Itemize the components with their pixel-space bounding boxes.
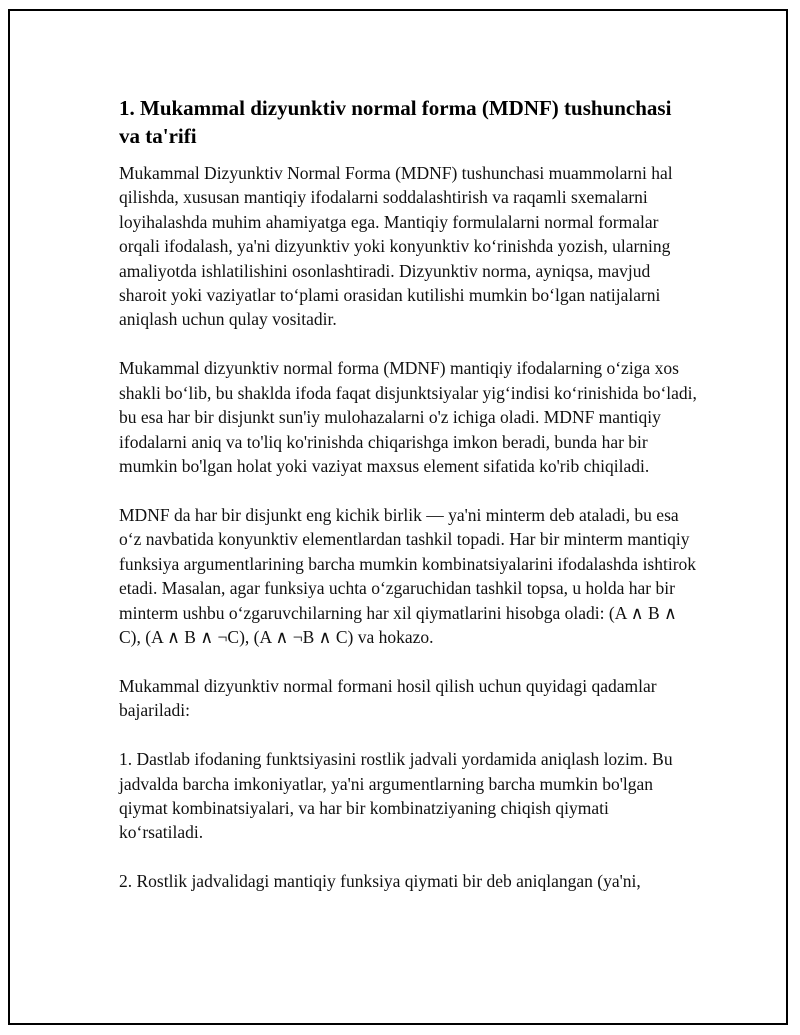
document-body xyxy=(119,94,697,918)
paragraph-mdnf-importance: Mukammal Dizyunktiv Normal Forma (MDNF) tushunchasi muammolarni hal qilishda, xususan mantiqiy ifodalarni soddalashtirish va raqamli sxemalarni loyihalashda muhim ahamiyatga ega. Mantiqiy formulalarni normal formalar orqali ifodalash, ya'ni dizyunktiv yoki konyunktiv ko‘rinishda yozish, ularning amaliyotda ishlatilishini osonlashtiradi. Dizyunktiv norma, ayniqsa, mavjud sharoit yoki vaziyatlar to‘plami orasidan kutilishi mumkin bo‘lgan natijalarni aniqlash uchun qulay vositadir. xyxy=(119,163,673,330)
section-heading: 1. Mukammal dizyunktiv normal forma (MDNF) tushunchasi va ta'rifi xyxy=(119,96,672,148)
paragraph-steps-intro: Mukammal dizyunktiv normal formani hosil qilish uchun quyidagi qadamlar bajariladi: xyxy=(119,675,657,721)
paragraph-minterm: MDNF da har bir disjunkt eng kichik birlik — ya'ni minterm deb ataladi, bu esa o‘z navbatida konyunktiv elementlardan tashkil topadi. Har bir minterm mantiqiy funksiya argumentlarining barcha mumkin kombinatsiyalarini ifodalashda ishtirok etadi. Masalan, agar funksiya uchta o‘zgaruchidan tashkil topsa, u holda har bir minterm ushbu o‘zgaruvchilarning har xil qiymatlarini hisobga oladi: (A ∧ B ∧ C), (A ∧ B ∧ ¬C), (A ∧ ¬B ∧ C) va hokazo. xyxy=(119,504,697,647)
paragraph-step-1: 1. Dastlab ifodaning funktsiyasini rostlik jadvali yordamida aniqlash lozim. Bu jadvalda barcha imkoniyatlar, ya'ni argumentlarning barcha mumkin bo'lgan qiymat kombinatsiyalari, va har bir kombinatziyaning chiqish qiymati ko‘rsatiladi. xyxy=(119,749,673,843)
paragraph-mdnf-definition: Mukammal dizyunktiv normal forma (MDNF) mantiqiy ifodalarning o‘ziga xos shakli bo‘lib, bu shaklda ifoda faqat disjunktsiyalar yig‘indisi ko‘rinishida bo‘ladi, bu esa har bir disjunkt sun'iy mulohazalarni o'z ichiga oladi. MDNF mantiqiy ifodalarni aniq va to'liq ko'rinishda chiqarishga imkon beradi, bunda har bir mumkin bo'lgan holat yoki vaziyat maxsus element sifatida ko'rib chiqiladi. xyxy=(119,358,697,476)
paragraph-step-2: 2. Rostlik jadvalidagi mantiqiy funksiya qiymati bir deb aniqlangan (ya'ni, xyxy=(119,871,641,892)
document-page xyxy=(8,9,788,1025)
